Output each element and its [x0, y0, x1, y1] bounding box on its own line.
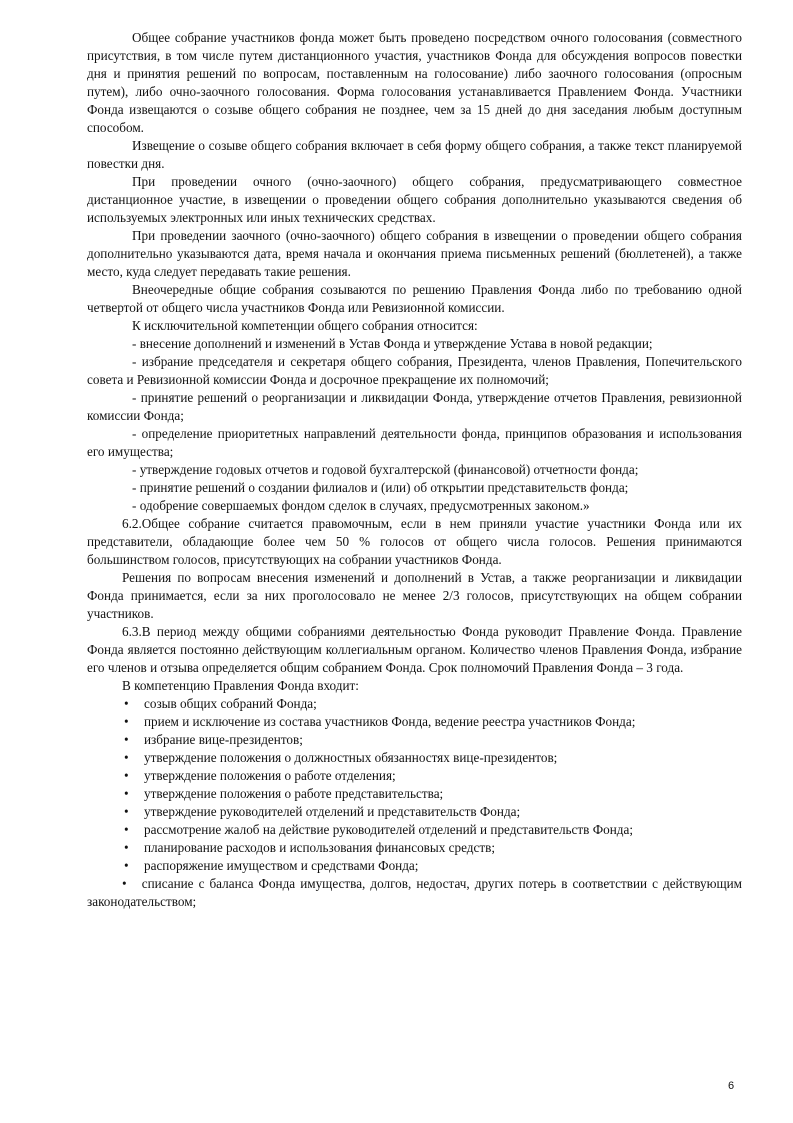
bullet-list-item: • утверждение положения о работе представительства;: [124, 786, 444, 801]
bullet-icon: •: [122, 876, 127, 891]
bullet-icon: •: [124, 858, 129, 873]
page-number: 6: [728, 1080, 735, 1092]
competence-item: - принятие решений о реорганизации и ликвидации Фонда, утверждение отчетов Правления, ревизионной комиссии Фонда;: [87, 390, 742, 423]
bullet-list-item-wrapped: • списание с баланса Фонда имущества, долгов, недостач, других потерь в соответствии с действующим законодательством;: [87, 876, 743, 909]
bullet-icon: •: [124, 804, 129, 819]
bullet-icon: •: [124, 732, 129, 747]
paragraph-notice-contents: Извещение о созыве общего собрания включает в себя форму общего собрания, а также текст планируемой повестки дня.: [87, 138, 742, 171]
competence-item: - принятие решений о создании филиалов и (или) об открытии представительств фонда;: [132, 480, 629, 495]
bullet-list-item: • прием и исключение из состава участников Фонда, ведение реестра участников Фонда;: [124, 714, 636, 729]
bullet-icon: •: [124, 840, 129, 855]
bullet-list-item: • утверждение руководителей отделений и представительств Фонда;: [124, 804, 521, 819]
bullet-list-item: • созыв общих собраний Фонда;: [124, 696, 317, 711]
bullet-icon: •: [124, 768, 129, 783]
bullet-icon: •: [124, 822, 129, 837]
paragraph-extraordinary-meetings: Внеочередные общие собрания созываются по решению Правления Фонда либо по требованию одной четвертой от общего числа участников Фонда или Ревизионной комиссии.: [87, 282, 742, 315]
bullet-icon: •: [124, 714, 129, 729]
competence-item: - внесение дополнений и изменений в Устав Фонда и утверждение Устава в новой редакции;: [132, 336, 653, 351]
bullet-list-item: • рассмотрение жалоб на действие руководителей отделений и представительств Фонда;: [124, 822, 633, 837]
bullet-list-item: • избрание вице-президентов;: [124, 732, 303, 747]
paragraph-exclusive-competence-heading: К исключительной компетенции общего собрания относится:: [132, 318, 478, 333]
competence-item: - избрание председателя и секретаря общего собрания, Президента, членов Правления, Попечительского совета и Ревизионной комиссии Фонда и досрочное прекращение их полномочий;: [87, 354, 742, 387]
page-body: [87, 29, 742, 911]
bullet-list-item: • планирование расходов и использования финансовых средств;: [124, 840, 496, 855]
competence-item: - определение приоритетных направлений деятельности фонда, принципов образования и использования его имущества;: [87, 426, 742, 459]
paragraph-charter-amendments: Решения по вопросам внесения изменений и дополнений в Устав, а также реорганизации и ликвидации Фонда принимается, если за них проголосовало не менее 2/3 голосов, присутствующих на общем собрании участников.: [87, 570, 742, 621]
bullet-icon: •: [124, 696, 129, 711]
bullet-list-item: • утверждение положения о должностных обязанностях вице-президентов;: [124, 750, 558, 765]
bullet-list-item: • распоряжение имуществом и средствами Фонда;: [124, 858, 419, 873]
paragraph-section-6-3: 6.3.В период между общими собраниями деятельностью Фонда руководит Правление Фонда. Правление Фонда является постоянно действующим коллегиальным органом. Количество членов Правления Фонда, избрание его членов и отзыва определяется общим собранием Фонда. Срок полномочий Правления Фонда – 3 года.: [87, 624, 742, 675]
competence-item: - одобрение совершаемых фондом сделок в случаях, предусмотренных законом.»: [132, 498, 590, 513]
paragraph-section-6-2: 6.2.Общее собрание считается правомочным, если в нем приняли участие участники Фонда или их представители, обладающие более чем 50 % голосов от общего числа голосов. Решения принимаются большинством голосов, присутствующих на собрании участников Фонда.: [87, 516, 742, 567]
bullet-icon: •: [124, 750, 129, 765]
paragraph-board-competence-heading: В компетенцию Правления Фонда входит:: [122, 678, 359, 693]
paragraph-absentee-meeting: При проведении заочного (очно-заочного) общего собрания в извещении о проведении общего собрания дополнительно указываются дата, время начала и окончания приема письменных решений (бюллетеней), а также место, куда следует передавать такие решения.: [87, 228, 742, 279]
bullet-list-item: • утверждение положения о работе отделения;: [124, 768, 396, 783]
paragraph-inperson-meeting: При проведении очного (очно-заочного) общего собрания, предусматривающего совместное дистанционное участие, в извещении о проведении общего собрания дополнительно указываются сведения об используемых электронных или иных технических средствах.: [87, 174, 742, 225]
paragraph-meeting-forms: Общее собрание участников фонда может быть проведено посредством очного голосования (совместного присутствия, в том числе путем дистанционного участия, участников Фонда для обсуждения вопросов повестки дня и принятия решений по вопросам, поставленным на голосование) либо заочного голосования (опросным путем), либо очно-заочного голосования. Форма голосования устанавливается Правлением Фонда. Участники Фонда извещаются о созыве общего собрания не позднее, чем за 15 дней до дня заседания любым доступным способом.: [87, 30, 742, 135]
bullet-icon: •: [124, 786, 129, 801]
competence-item: - утверждение годовых отчетов и годовой бухгалтерской (финансовой) отчетности фонда;: [132, 462, 639, 477]
